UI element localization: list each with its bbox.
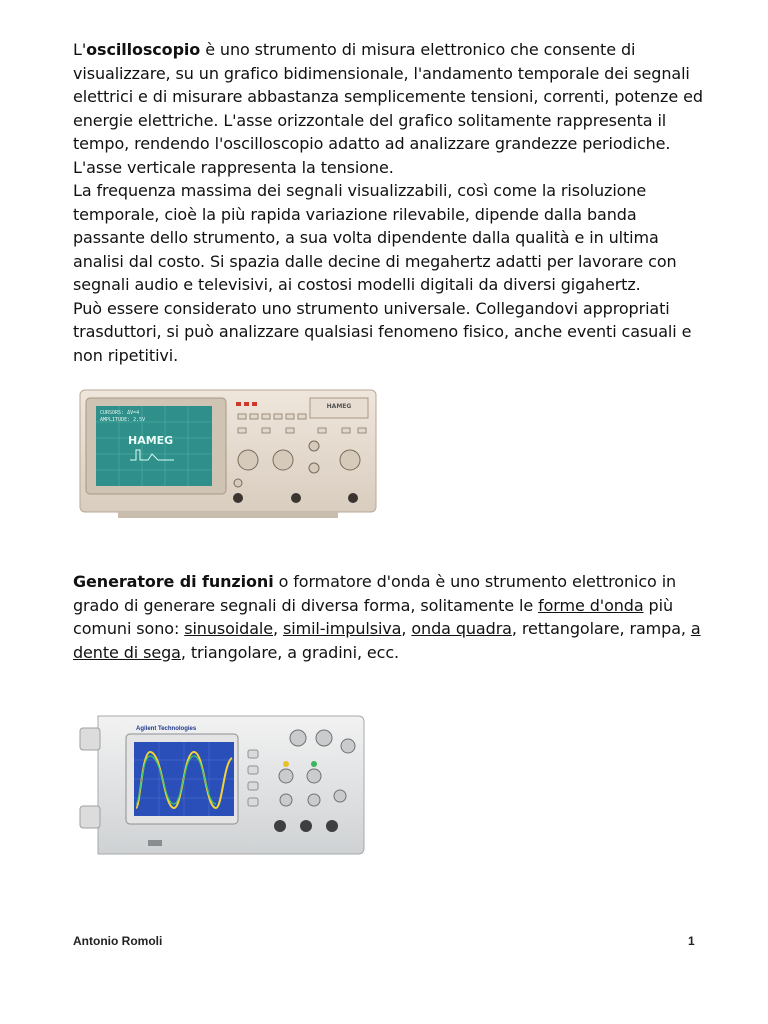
svg-text:AMPLITUDE: 2.5V: AMPLITUDE: 2.5V	[100, 417, 146, 423]
universal-paragraph: Può essere considerato uno strumento universale. Collegandovi appropriati trasduttori, si può analizzare qualsiasi fenomeno fisico, anche eventi casuali e non ripetitivi.	[73, 298, 692, 365]
agilent-logo: Agilent Technologies	[136, 726, 197, 732]
function-generator-term: Generatore di funzioni	[73, 572, 274, 591]
svg-text:CURSORS: ΔV=4: CURSORS: ΔV=4	[100, 410, 140, 416]
link-onda-quadra[interactable]: onda quadra	[411, 619, 512, 638]
footer-author: Antonio Romoli	[73, 934, 163, 948]
generator-text-6: , triangolare, a gradini, ecc.	[180, 642, 400, 662]
oscilloscope-paragraph	[73, 38, 703, 367]
lead-text: L'	[73, 40, 87, 59]
generator-text-2: più comuni sono:	[73, 595, 673, 638]
function-generator-paragraph	[73, 570, 703, 664]
digital-oscilloscope-photo	[78, 712, 366, 862]
generator-text-5: , rettangolare, rampa,	[511, 619, 691, 638]
link-a-dente-di-sega[interactable]: a dente di sega	[73, 619, 701, 662]
link-sinusoidale[interactable]: sinusoidale	[184, 619, 274, 638]
link-forme-d-onda[interactable]: forme d'onda	[538, 595, 644, 615]
generator-text-1: o formatore d'onda è uno strumento elettronico in grado di generare segnali di diversa forma, solitamente le	[73, 572, 677, 615]
footer-page-number: 1	[688, 934, 695, 948]
generator-text-4: ,	[401, 619, 412, 638]
hameg-screen-logo: HAMEG	[128, 434, 174, 447]
oscilloscope-term: oscilloscopio	[86, 40, 201, 59]
hameg-panel-logo: HAMEG	[326, 403, 352, 410]
oscilloscope-description: è uno strumento di misura elettronico che consente di visualizzare, su un grafico bidimensionale, l'andamento temporale dei segnali elettrici e di misurare abbastanza semplicemente tensioni, correnti, potenze ed energie elettriche. L'asse orizzontale del grafico solitamente rappresenta il tempo, rendendo l'oscilloscopio adatto ad analizzare grandezze periodiche. L'asse verticale rappresenta la tensione.	[73, 40, 703, 177]
link-simil-impulsiva[interactable]: simil-impulsiva	[283, 619, 402, 638]
analog-oscilloscope-photo	[78, 388, 378, 520]
generator-text-3: ,	[273, 619, 283, 638]
frequency-paragraph: La frequenza massima dei segnali visualizzabili, così come la risoluzione temporale, cioè la più rapida variazione rilevabile, dipende dalla banda passante dello strumento, a sua volta dipendente dalla qualità e in ultima analisi dal costo. Si spazia dalle decine di megahertz adatti per lavorare con segnali audio e televisivi, ai costosi modelli digitali da diversi gigahertz.	[73, 181, 677, 294]
